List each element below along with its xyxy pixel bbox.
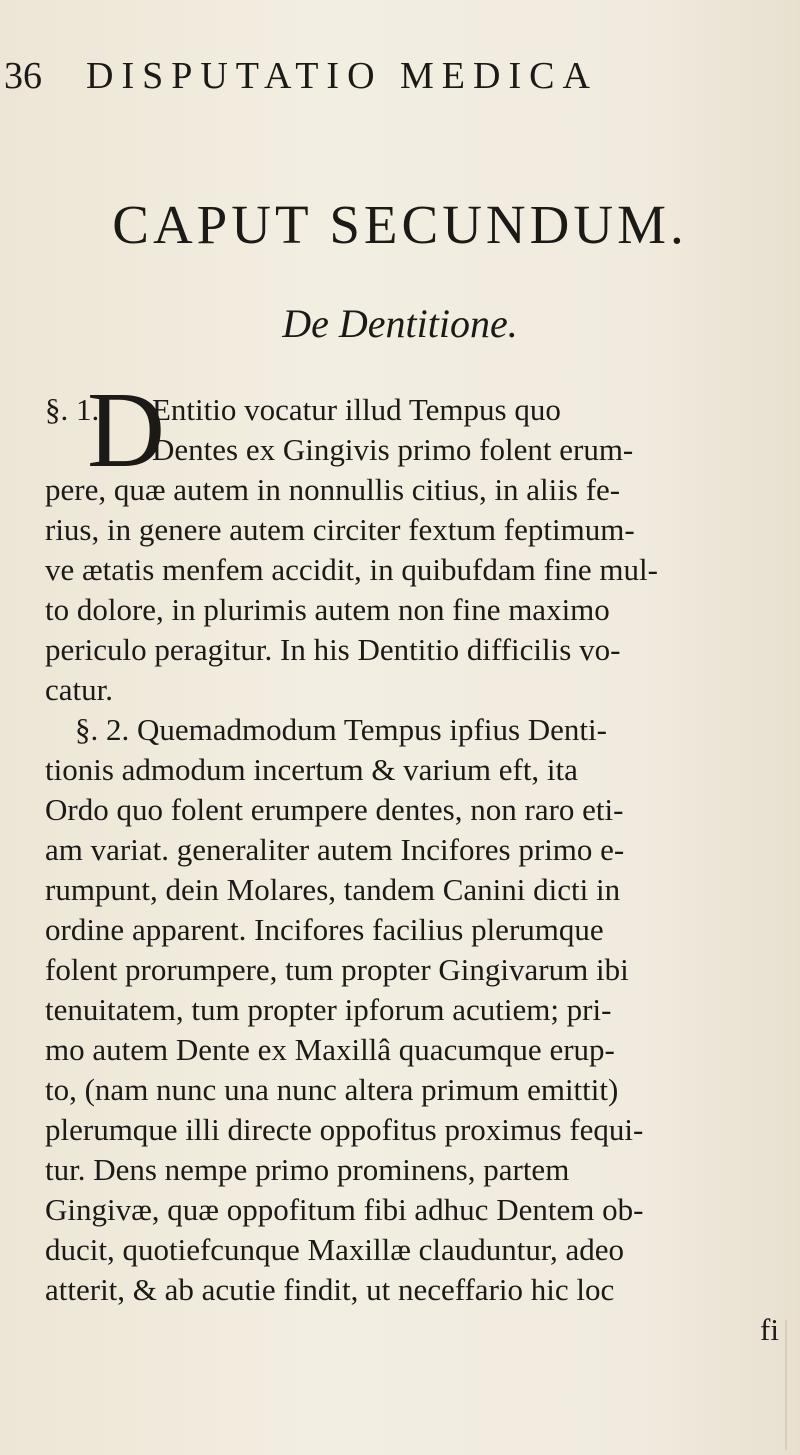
text-line: pere, quæ autem in nonnullis citius, in aliis fe- bbox=[45, 472, 621, 507]
text-line: folent prorumpere, tum propter Gingivarum ibi bbox=[45, 952, 629, 987]
text-line: to, (nam nunc una nunc altera primum emittit) bbox=[45, 1072, 619, 1107]
text-line: ordine apparent. Incifores facilius plerumque bbox=[45, 912, 604, 947]
text-line: to dolore, in plurimis autem non fine maximo bbox=[45, 592, 610, 627]
text-line: Gingivæ, quæ oppofitum fibi adhuc Dentem ob- bbox=[45, 1192, 644, 1227]
running-title: DISPUTATIO MEDICA bbox=[86, 55, 598, 97]
text-line: tur. Dens nempe primo prominens, partem bbox=[45, 1152, 570, 1187]
text-line: Dentes ex Gingivis primo folent erum- bbox=[152, 432, 634, 467]
text-line: mo autem Dente ex Maxillâ quacumque erup- bbox=[45, 1032, 615, 1067]
section-mark-1: §. 1. bbox=[45, 392, 100, 427]
page-edge-shadow bbox=[785, 1320, 787, 1450]
chapter-title: CAPUT SECUNDUM. bbox=[112, 194, 688, 255]
page-number: 36 bbox=[4, 55, 42, 97]
text-line: Ordo quo folent erumpere dentes, non raro eti- bbox=[45, 792, 624, 827]
text-line: am variat. generaliter autem Incifores primo e- bbox=[45, 832, 625, 867]
text-line: ducit, quotiefcunque Maxillæ clauduntur, adeo bbox=[45, 1232, 624, 1267]
drop-cap: D bbox=[87, 371, 165, 490]
text-line: plerumque illi directe oppofitus proximus fequi- bbox=[45, 1112, 644, 1147]
text-line: Entitio vocatur illud Tempus quo bbox=[152, 392, 561, 427]
text-line: §. 2. Quemadmodum Tempus ipfius Denti- bbox=[75, 712, 607, 747]
text-line: tionis admodum incertum & varium eft, ita bbox=[45, 752, 578, 787]
text-line: ve ætatis menfem accidit, in quibufdam fine mul- bbox=[45, 552, 658, 587]
text-line: periculo peragitur. In his Dentitio difficilis vo- bbox=[45, 632, 621, 667]
running-head bbox=[0, 52, 800, 112]
text-line: rius, in genere autem circiter fextum feptimum- bbox=[45, 512, 635, 547]
text-line: rumpunt, dein Molares, tandem Canini dicti in bbox=[45, 872, 621, 907]
text-line: fi bbox=[760, 1312, 779, 1347]
text-line: catur. bbox=[45, 672, 113, 707]
text-line: atterit, & ab acutie findit, ut neceffario hic loc bbox=[45, 1272, 615, 1307]
chapter-subtitle: De Dentitione. bbox=[282, 301, 518, 346]
text-line: tenuitatem, tum propter ipforum acutiem; pri- bbox=[45, 992, 612, 1027]
